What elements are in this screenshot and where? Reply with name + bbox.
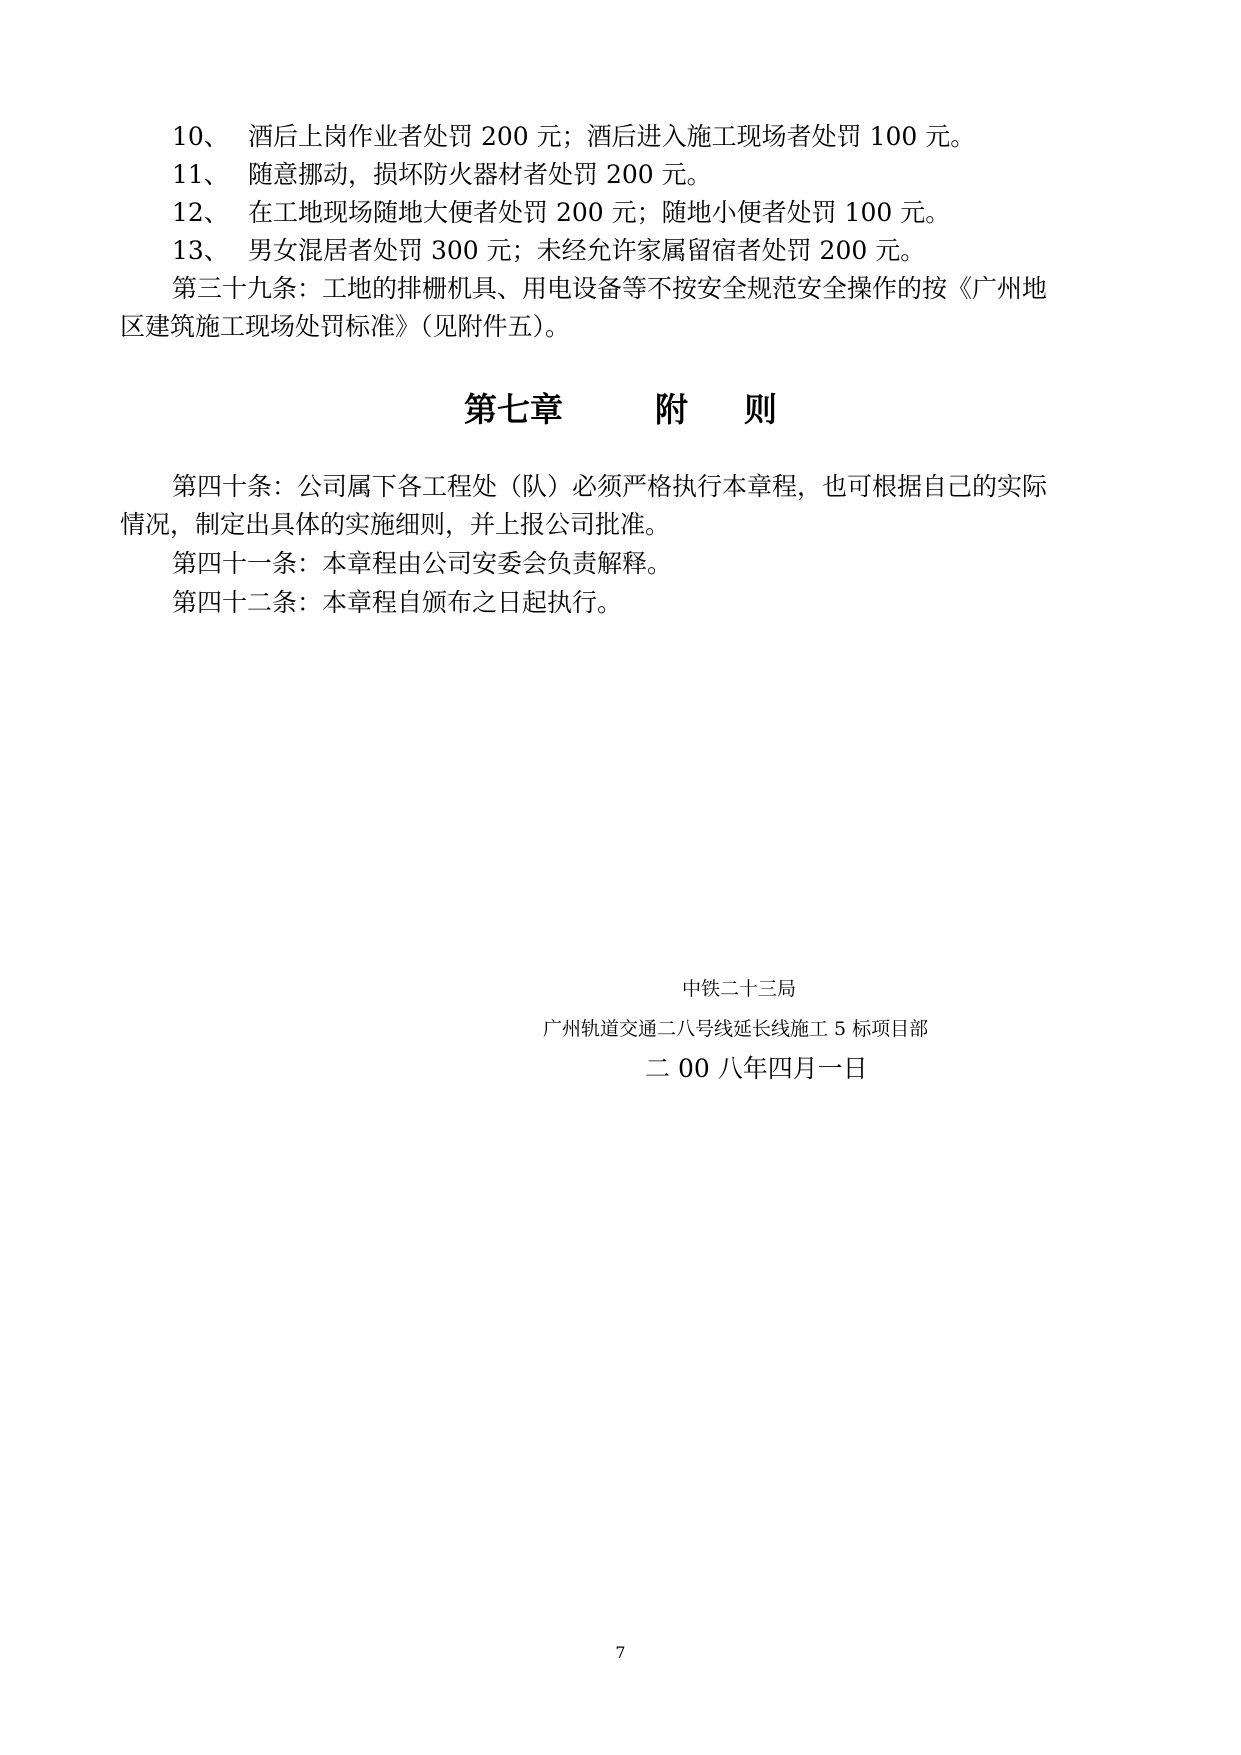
article-40-line-1: 第四十条：公司属下各工程处（队）必须严格执行本章程，也可根据自己的实际	[172, 472, 1048, 501]
signature-dept: 广州轨道交通二八号线延长线施工 5 标项目部	[543, 1018, 929, 1040]
item-number: 12、	[172, 198, 229, 227]
article-40-line-2: 情况，制定出具体的实施细则，并上报公司批准。	[120, 510, 671, 539]
item-text: 酒后上岗作业者处罚 200 元；酒后进入施工现场者处罚 100 元。	[248, 122, 976, 151]
chapter-heading	[0, 388, 1241, 432]
page-number: 7	[615, 1643, 626, 1662]
item-text: 随意挪动，损坏防火器材者处罚 200 元。	[248, 160, 712, 189]
item-number: 11、	[172, 160, 229, 189]
article-39-line-2: 区建筑施工现场处罚标准》（见附件五）。	[120, 312, 571, 341]
chapter-title-char-1: 附	[655, 390, 688, 429]
article-39-line-1: 第三十九条：工地的排栅机具、用电设备等不按安全规范安全操作的按《广州地	[172, 274, 1048, 303]
signature-org: 中铁二十三局	[682, 978, 797, 1000]
signature-date: 二 00 八年四月一日	[645, 1054, 868, 1083]
article-42: 第四十二条：本章程自颁布之日起执行。	[172, 588, 623, 617]
chapter-title-char-2: 则	[744, 390, 777, 429]
item-number: 10、	[172, 122, 229, 151]
item-text: 在工地现场随地大便者处罚 200 元；随地小便者处罚 100 元。	[248, 198, 951, 227]
article-41: 第四十一条：本章程由公司安委会负责解释。	[172, 549, 673, 578]
item-text: 男女混居者处罚 300 元；未经允许家属留宿者处罚 200 元。	[248, 236, 926, 265]
chapter-number: 第七章	[464, 390, 563, 429]
item-number: 13、	[172, 236, 229, 265]
